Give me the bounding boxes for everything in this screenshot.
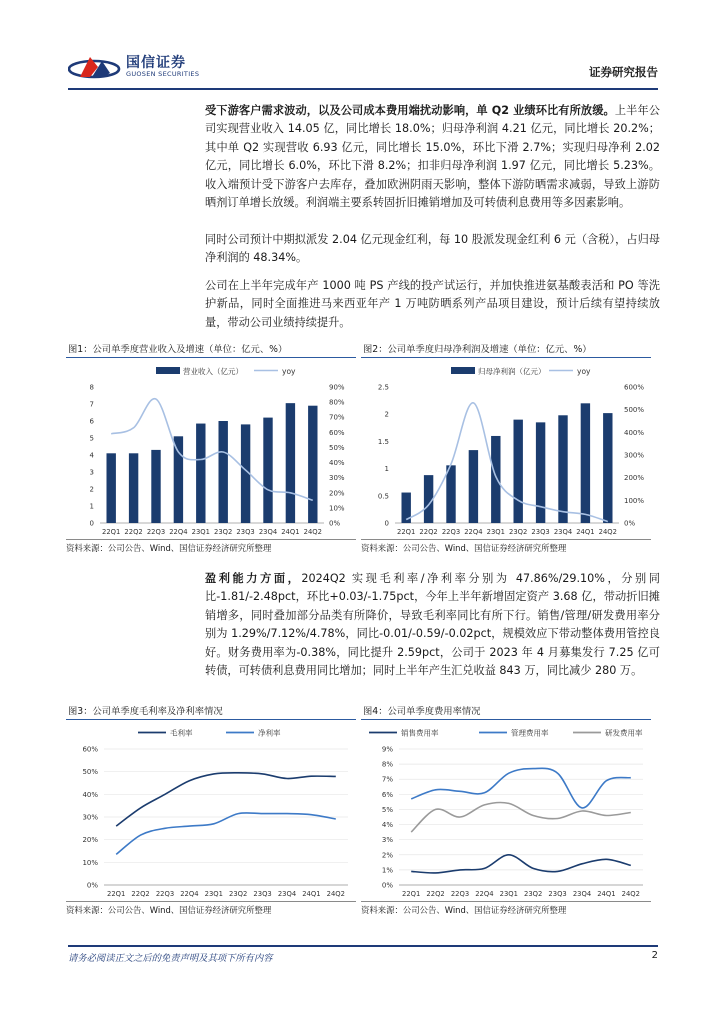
y-tick-label: 20%	[82, 836, 98, 845]
x-tick-label: 22Q3	[450, 890, 470, 899]
y-left-tick-label: 1	[89, 502, 94, 511]
x-tick-label: 24Q2	[598, 528, 617, 537]
y-tick-label: 1%	[381, 866, 393, 875]
bar-22Q3	[446, 466, 455, 524]
bar-23Q1	[491, 436, 500, 523]
bar-22Q3	[151, 450, 160, 523]
y-right-tick-label: 30%	[329, 474, 345, 483]
paragraph-capacity: 公司在上半年完成年产 1000 吨 PS 产线的投产试运行，并加快推进氨基酸表活和 PO 等洗护新品，同时全面推进马来西亚年产 1 万吨防晒系列产品项目建设，预计后续有望持续放量，带动公司业绩持续提升。	[205, 279, 660, 329]
paragraph-profitability-heading: 盈利能力方面，	[205, 572, 302, 585]
chart-4-expense-svg	[361, 723, 651, 901]
legend-label-1: 管理费用率	[511, 728, 549, 738]
legend-label-0: 毛利率	[170, 728, 193, 738]
x-tick-label: 22Q4	[475, 890, 494, 899]
y-right-tick-label: 10%	[329, 504, 345, 513]
figure-1-title-rule	[66, 357, 356, 358]
y-tick-label: 2%	[381, 851, 393, 860]
x-tick-label: 22Q3	[155, 890, 175, 899]
page-header	[68, 48, 658, 86]
y-right-tick-label: 0%	[329, 519, 341, 528]
series-line-2	[411, 803, 631, 833]
y-left-tick-label: 0	[89, 519, 94, 528]
bar-23Q1	[196, 424, 205, 523]
x-tick-label: 23Q1	[204, 890, 223, 899]
x-tick-label: 24Q2	[326, 890, 345, 899]
figure-3-source: 资料来源：公司公告、Wind、国信证券经济研究所整理	[66, 904, 272, 915]
chart-2-net-profit-svg	[361, 361, 651, 539]
x-tick-label: 23Q3	[236, 528, 255, 537]
y-right-tick-label: 60%	[329, 429, 345, 438]
x-tick-label: 22Q2	[131, 890, 150, 899]
x-tick-label: 23Q4	[572, 890, 592, 899]
bar-23Q4	[558, 415, 567, 523]
legend-label-2: 研发费用率	[605, 728, 643, 738]
legend-label-1: 净利率	[258, 728, 281, 738]
y-tick-label: 9%	[381, 745, 393, 754]
figure-2-source: 资料来源：公司公告、Wind、国信证券经济研究所整理	[361, 542, 567, 553]
figure-3-source-rule	[66, 901, 356, 902]
x-tick-label: 23Q4	[277, 890, 297, 899]
figure-3-title: 图3：公司单季度毛利率及净利率情况	[68, 706, 223, 717]
x-tick-label: 22Q4	[180, 890, 199, 899]
y-tick-label: 50%	[82, 768, 98, 777]
y-tick-label: 60%	[82, 745, 98, 754]
footer-divider	[68, 945, 658, 947]
logo-text-en: GUOSEN SECURITIES	[126, 70, 200, 78]
x-tick-label: 23Q2	[509, 528, 528, 537]
paragraph-revenue-heading: 受下游客户需求波动，以及公司成本费用端扰动影响，单 Q2 业绩环比有所放缓。	[205, 104, 615, 117]
x-tick-label: 22Q2	[426, 890, 445, 899]
y-left-tick-label: 0.5	[377, 492, 389, 501]
x-tick-label: 23Q1	[191, 528, 210, 537]
x-tick-label: 22Q1	[107, 890, 126, 899]
logo-text-cn: 国信证券	[126, 55, 186, 71]
x-tick-label: 22Q4	[464, 528, 483, 537]
legend-bar-swatch	[451, 367, 475, 374]
bar-24Q2	[308, 406, 317, 523]
x-tick-label: 23Q2	[214, 528, 233, 537]
disclaimer-text: 请务必阅读正文之后的免责声明及其项下所有内容	[68, 953, 273, 964]
figure-1-source: 资料来源：公司公告、Wind、国信证券经济研究所整理	[66, 542, 272, 553]
x-tick-label: 23Q1	[499, 890, 518, 899]
figure-2-title-rule	[361, 357, 651, 358]
x-tick-label: 23Q4	[553, 528, 573, 537]
figure-4-title-rule	[361, 719, 651, 720]
y-tick-label: 30%	[82, 813, 98, 822]
y-left-tick-label: 7	[89, 400, 94, 409]
paragraph-profitability	[205, 570, 660, 680]
x-tick-label: 24Q1	[281, 528, 300, 537]
y-tick-label: 5%	[381, 806, 393, 815]
x-tick-label: 22Q3	[146, 528, 166, 537]
x-tick-label: 24Q1	[302, 890, 321, 899]
figure-4-title: 图4：公司单季度费用率情况	[363, 706, 481, 717]
x-tick-label: 23Q1	[486, 528, 505, 537]
chart-1-revenue-svg	[66, 361, 356, 539]
y-left-tick-label: 2	[384, 410, 389, 419]
report-type-label: 证券研究报告	[589, 65, 658, 79]
y-left-tick-label: 3	[89, 468, 94, 477]
y-right-tick-label: 100%	[624, 497, 645, 506]
bar-24Q1	[286, 403, 295, 523]
legend-bar-swatch	[156, 367, 180, 374]
y-right-tick-label: 20%	[329, 489, 345, 498]
y-right-tick-label: 80%	[329, 398, 345, 407]
x-tick-label: 24Q1	[576, 528, 595, 537]
figure-2-net-profit	[361, 343, 651, 554]
bar-23Q4	[263, 418, 272, 523]
x-tick-label: 24Q2	[621, 890, 640, 899]
y-tick-label: 0%	[381, 881, 393, 890]
figure-1-revenue	[66, 343, 356, 554]
yoy-line	[406, 403, 608, 522]
y-right-tick-label: 40%	[329, 459, 345, 468]
y-left-tick-label: 2.5	[377, 383, 389, 392]
y-left-tick-label: 1.5	[377, 438, 389, 447]
figure-4-expense-ratios	[361, 705, 651, 916]
figure-3-title-rule	[66, 719, 356, 720]
legend-bar-label: 营业收入（亿元）	[183, 367, 243, 377]
x-tick-label: 23Q2	[524, 890, 543, 899]
x-tick-label: 23Q3	[253, 890, 272, 899]
y-right-tick-label: 0%	[624, 519, 636, 528]
figure-4-source: 资料来源：公司公告、Wind、国信证券经济研究所整理	[361, 904, 567, 915]
x-tick-label: 22Q2	[124, 528, 143, 537]
x-tick-label: 23Q2	[229, 890, 248, 899]
bar-22Q1	[106, 453, 115, 523]
y-left-tick-label: 1	[384, 465, 389, 474]
figure-1-source-rule	[66, 539, 356, 540]
y-tick-label: 4%	[381, 821, 393, 830]
figure-2-source-rule	[361, 539, 651, 540]
figure-1-title: 图1：公司单季度营业收入及增速（单位：亿元、%）	[68, 344, 288, 355]
paragraph-revenue-summary	[205, 102, 660, 212]
x-tick-label: 23Q4	[258, 528, 278, 537]
y-right-tick-label: 400%	[624, 429, 645, 438]
legend-line-label: yoy	[282, 367, 296, 377]
y-right-tick-label: 300%	[624, 451, 645, 460]
x-tick-label: 22Q1	[402, 890, 421, 899]
legend-bar-label: 归母净利润（亿元）	[478, 367, 546, 377]
company-logo	[68, 48, 198, 86]
y-tick-label: 8%	[381, 760, 393, 769]
paragraph-dividend: 同时公司预计中期拟派发 2.04 亿元现金红利，每 10 股派发现金红利 6 元（含税），占归母净利润的 48.34%。	[205, 233, 660, 265]
series-line-1	[116, 813, 336, 855]
chart-3-margins-svg	[66, 723, 356, 901]
paragraph-revenue-body: 上半年公司实现营业收入 14.05 亿，同比增长 18.0%；归母净利润 4.21 亿元，同比增长 20.2%；其中单 Q2 实现营收 6.93 亿元，同比增长 15.0%，环比下滑 2.7%；实现归母净利 2.02 亿元，同比增长 6.0%，环比下滑 8.2%；扣非归母净利润 1.97 亿元，同比增长 5.23%。收入端预计受下游客户去库存，叠加欧洲阴雨天影响，整体下游防晒需求减弱，导致上游防晒剂订单增长放缓。利润端主要系转固折旧摊销增加及可转债利息费用等多因素影响。	[205, 104, 660, 210]
x-tick-label: 23Q3	[531, 528, 550, 537]
figure-4-source-rule	[361, 901, 651, 902]
y-left-tick-label: 5	[89, 434, 94, 443]
y-left-tick-label: 8	[89, 383, 94, 392]
y-left-tick-label: 0	[384, 519, 389, 528]
y-tick-label: 10%	[82, 859, 98, 868]
series-line-1	[411, 769, 631, 809]
y-tick-label: 3%	[381, 836, 393, 845]
bar-23Q2	[513, 420, 522, 523]
bar-22Q4	[174, 436, 183, 523]
y-left-tick-label: 4	[89, 451, 94, 460]
legend-label-0: 销售费用率	[401, 728, 439, 738]
y-right-tick-label: 70%	[329, 413, 345, 422]
bar-24Q2	[603, 413, 612, 523]
page-number: 2	[651, 950, 658, 961]
bar-22Q4	[469, 450, 478, 523]
paragraph-profitability-body: 2024Q2 实现毛利率/净利率分别为 47.86%/29.10%，分别同比-1.81/-2.48pct，环比+0.03/-1.75pct，今年上半年新增固定资产 3.68 亿，带动折旧摊销增多，同时叠加部分品类有所降价，导致毛利率同比有所下行。销售/管理/研发费用率分别为 1.29%/7.12%/4.78%，同比-0.01/-0.59/-0.02pct，规模效应下带动整体费用管控良好。财务费用率为-0.38%，同比提升 2.59pct，公司于 2023 年 4 月募集发行 7.25 亿可转债，可转债利息费用同比增加；同时上半年产生汇兑收益 843 万，同比减少 280 万。	[205, 572, 660, 678]
y-left-tick-label: 6	[89, 417, 94, 426]
yoy-line	[111, 399, 313, 501]
x-tick-label: 23Q3	[548, 890, 567, 899]
y-right-tick-label: 500%	[624, 406, 645, 415]
x-tick-label: 22Q2	[419, 528, 438, 537]
x-tick-label: 24Q1	[597, 890, 616, 899]
bar-24Q1	[581, 404, 590, 524]
legend-line-label: yoy	[577, 367, 591, 377]
y-left-tick-label: 2	[89, 485, 94, 494]
y-tick-label: 40%	[82, 791, 98, 800]
x-tick-label: 22Q4	[169, 528, 188, 537]
x-tick-label: 22Q1	[397, 528, 416, 537]
y-tick-label: 7%	[381, 775, 393, 784]
figure-2-title: 图2：公司单季度归母净利润及增速（单位：亿元、%）	[363, 344, 592, 355]
y-right-tick-label: 90%	[329, 383, 345, 392]
x-tick-label: 24Q2	[303, 528, 322, 537]
x-tick-label: 22Q1	[102, 528, 121, 537]
guosen-logo-icon	[68, 53, 122, 81]
x-tick-label: 22Q3	[441, 528, 461, 537]
figure-3-margins	[66, 705, 356, 916]
y-right-tick-label: 50%	[329, 444, 345, 453]
y-right-tick-label: 200%	[624, 474, 645, 483]
y-tick-label: 6%	[381, 791, 393, 800]
y-right-tick-label: 600%	[624, 383, 645, 392]
bar-22Q2	[129, 453, 138, 523]
header-divider	[68, 88, 658, 90]
y-tick-label: 0%	[86, 881, 98, 890]
bar-23Q2	[218, 421, 227, 523]
